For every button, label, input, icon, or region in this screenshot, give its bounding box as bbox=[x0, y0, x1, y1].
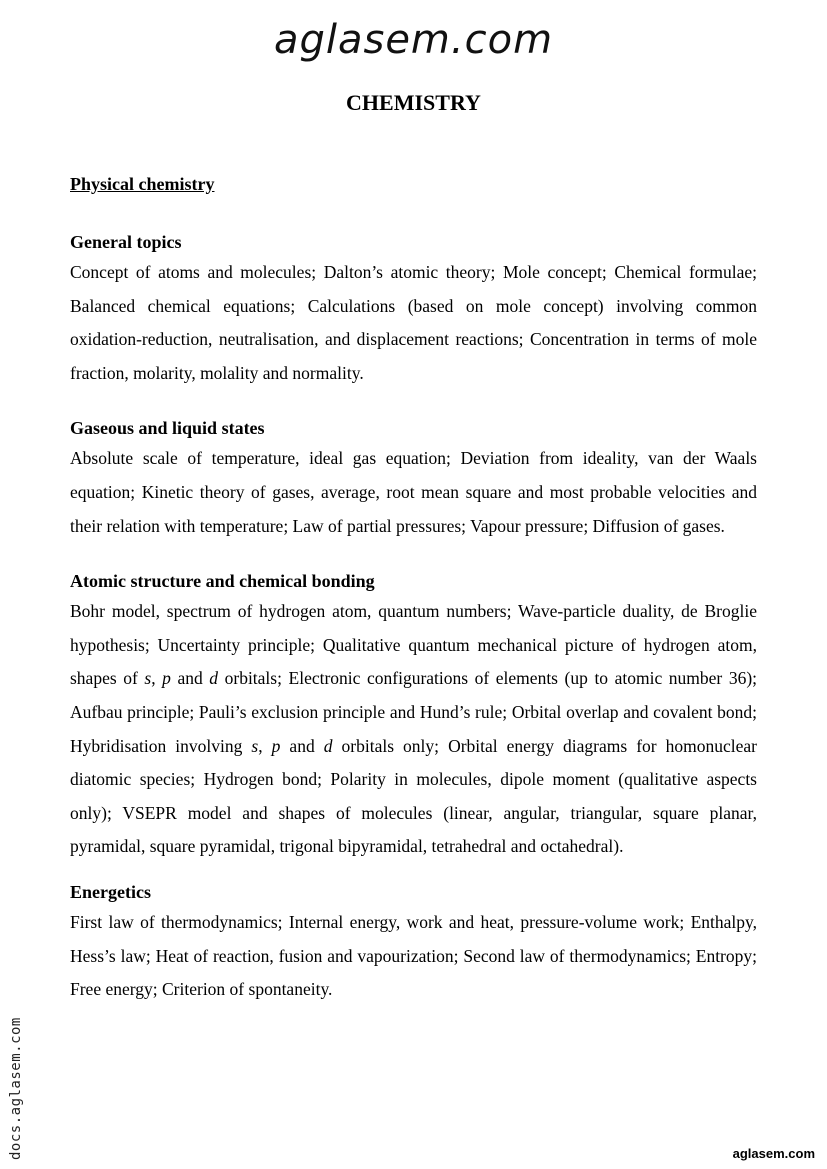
text-run: and bbox=[280, 735, 324, 756]
topic-general bbox=[70, 228, 757, 390]
topic-atomic-structure bbox=[70, 567, 757, 864]
document-content bbox=[70, 170, 757, 1031]
orbital-s: s bbox=[251, 735, 259, 756]
topic-body bbox=[70, 595, 757, 864]
orbital-p: p bbox=[162, 668, 171, 689]
section-heading: Physical chemistry bbox=[70, 174, 215, 194]
text-run: , bbox=[258, 735, 272, 756]
text-run: and bbox=[170, 668, 210, 689]
orbital-d: d bbox=[323, 735, 333, 756]
text-run: Bohr model, spectrum of hydrogen atom, quantum numbers; Wave-particle duality, de Broglie hypothesis; Uncertainty principle; Qualitative quantum mechanical picture of hydrogen atom, shapes of bbox=[70, 601, 757, 689]
orbital-s: s bbox=[144, 668, 152, 689]
topic-energetics bbox=[70, 878, 757, 1007]
site-logo: aglasem.com bbox=[273, 17, 554, 63]
topic-heading: Atomic structure and chemical bonding bbox=[70, 571, 375, 592]
page-title: CHEMISTRY bbox=[346, 90, 481, 115]
orbital-p: p bbox=[271, 735, 281, 756]
text-run: , bbox=[151, 668, 163, 689]
text-run: orbitals; Electronic configurations of elements (up to atomic number 36); Aufbau principle; Pauli’s exclusion principle and Hund’s rule; Orbital overlap and covalent bond; Hybridisation involving bbox=[70, 668, 758, 756]
side-watermark: docs.aglasem.com bbox=[8, 1017, 24, 1160]
topic-body: Concept of atoms and molecules; Dalton’s atomic theory; Mole concept; Chemical formulae; Balanced chemical equations; Calculations (based on mole concept) involving common oxidation-reduction, neutralisation, and displacement reactions; Concentration in terms of mole fraction, molarity, molality and normality. bbox=[70, 262, 757, 383]
topic-heading: General topics bbox=[70, 232, 182, 252]
footer-brand: aglasem.com bbox=[732, 1146, 815, 1161]
orbital-d: d bbox=[209, 668, 219, 689]
topic-heading: Gaseous and liquid states bbox=[70, 418, 265, 439]
topic-body: Absolute scale of temperature, ideal gas equation; Deviation from ideality, van der Waals equation; Kinetic theory of gases, average, root mean square and most probable velocities and their relation with temperature; Law of partial pressures; Vapour pressure; Diffusion of gases. bbox=[70, 448, 757, 536]
text-run: orbitals only; Orbital energy diagrams for homonuclear diatomic species; Hydrogen bond; Polarity in molecules, dipole moment (qualitative aspects only); VSEPR model and shapes of molecules (linear, angular, triangular, square planar, pyramidal, square pyramidal, trigonal bipyramidal, tetrahedral and octahedral). bbox=[70, 735, 757, 857]
topic-body: First law of thermodynamics; Internal energy, work and heat, pressure-volume work; Enthalpy, Hess’s law; Heat of reaction, fusion and vapourization; Second law of thermodynamics; Entropy; Free energy; Criterion of spontaneity. bbox=[70, 911, 757, 1000]
topic-gaseous-liquid bbox=[70, 414, 757, 543]
topic-heading: Energetics bbox=[70, 881, 151, 902]
